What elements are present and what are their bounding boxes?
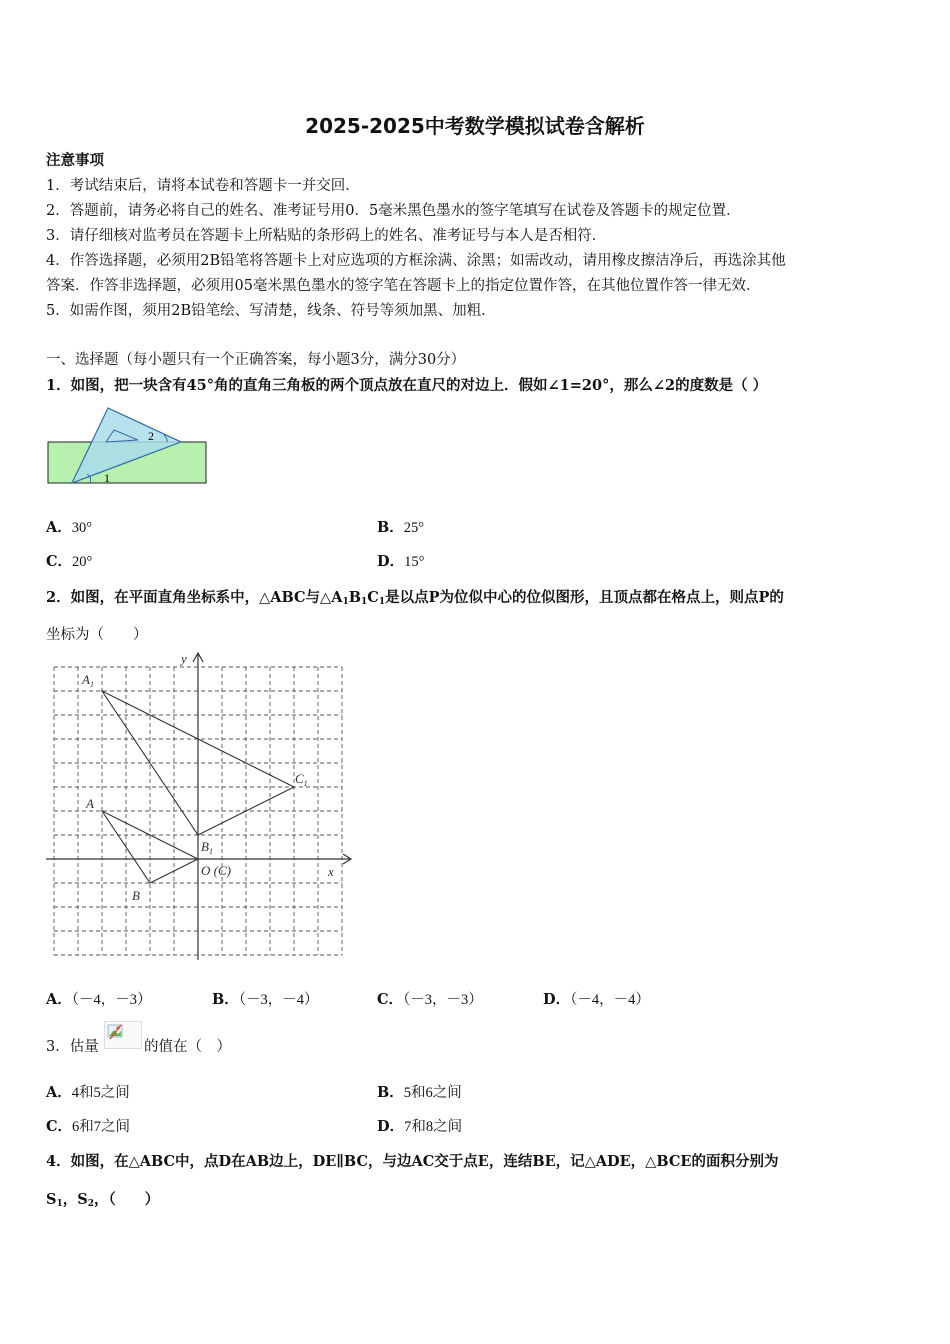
angle-1-label: 1 xyxy=(104,471,110,485)
y-axis-label: y xyxy=(181,651,187,666)
option-letter: C． xyxy=(46,1118,73,1135)
option-value: （－4，－4） xyxy=(570,992,650,1008)
notice-item: 答案．作答非选择题，必须用05毫米黑色墨水的签字笔在答题卡上的指定位置作答，在其他位置作答一律无效． xyxy=(46,278,761,294)
page-title: 2025-2025中考数学模拟试卷含解析 xyxy=(305,114,645,138)
question-4-cont: $S_1$，$S_2$，（ ） xyxy=(46,1191,160,1209)
option-letter: A． xyxy=(46,991,72,1008)
angle-2-label: 2 xyxy=(148,429,154,443)
q1-figure xyxy=(46,404,208,486)
option-value: 15° xyxy=(404,554,425,570)
q2-option-d[interactable] xyxy=(543,990,650,1010)
q1-option-d[interactable] xyxy=(377,552,424,572)
q3-option-a[interactable] xyxy=(46,1083,130,1103)
label-a1: $A_1$ xyxy=(82,672,94,689)
label-b: B xyxy=(132,888,140,903)
question-4: 4．如图，在△ABC中，点D在AB边上，DE∥BC，与边AC交于点E，连结BE，记△ADE，△BCE的面积分别为 xyxy=(46,1153,779,1170)
q2-option-b[interactable] xyxy=(212,990,319,1010)
label-o: O (C) xyxy=(201,863,231,878)
question-3-b: 的值在（ ） xyxy=(144,1039,231,1055)
section-heading: 一、选择题（每小题只有一个正确答案，每小题3分，满分30分） xyxy=(46,352,466,368)
question-3-a: 3．估量 xyxy=(46,1039,99,1055)
option-value: （－3，－3） xyxy=(403,992,483,1008)
option-letter: D． xyxy=(377,1118,405,1135)
option-letter: C． xyxy=(46,553,73,570)
option-letter: B． xyxy=(377,1084,404,1101)
option-value: 4和5之间 xyxy=(71,1085,130,1101)
q1-option-b[interactable] xyxy=(377,518,424,538)
option-value: 6和7之间 xyxy=(72,1119,131,1135)
question-2-cont: 坐标为（ ） xyxy=(46,627,148,643)
x-axis-label: x xyxy=(328,864,334,879)
q2-option-a[interactable] xyxy=(46,990,152,1010)
option-value: （－4，－3） xyxy=(71,992,152,1008)
notice-item: 1．考试结束后，请将本试卷和答题卡一并交回． xyxy=(46,178,360,194)
q1-option-c[interactable] xyxy=(46,552,92,572)
option-value: 25° xyxy=(403,520,425,536)
label-a: A xyxy=(86,796,94,811)
q1-option-a[interactable] xyxy=(46,518,92,538)
option-letter: C． xyxy=(377,991,404,1008)
notice-item: 2．答题前，请务必将自己的姓名、准考证号用0．5毫米黑色墨水的签字笔填写在试卷及答题卡的规定位置． xyxy=(46,203,741,219)
q3-option-d[interactable] xyxy=(377,1117,462,1137)
notice-item: 5．如需作图，须用2B铅笔绘、写清楚，线条、符号等须加黑、加粗． xyxy=(46,303,496,319)
label-c1: $C_1$ xyxy=(295,771,308,788)
option-letter: D． xyxy=(377,553,405,570)
option-letter: A． xyxy=(46,519,72,536)
question-1: 1．如图，把一块含有45°角的直角三角板的两个顶点放在直尺的对边上．假如∠1=20°，那么∠2的度数是（ ） xyxy=(46,377,768,394)
q3-option-b[interactable] xyxy=(377,1083,462,1103)
option-letter: A． xyxy=(46,1084,72,1101)
notice-item: 3．请仔细核对监考员在答题卡上所粘贴的条形码上的姓名、准考证号与本人是否相符． xyxy=(46,228,607,244)
question-2: 2．如图，在平面直角坐标系中，△ABC与$\triangle A_1B_1C_1$是以点P为位似中心的位似图形，且顶点都在格点上，则点P的 xyxy=(46,589,784,607)
option-letter: B． xyxy=(377,519,404,536)
option-letter: B． xyxy=(212,991,239,1008)
option-letter: D． xyxy=(543,991,571,1008)
q3-option-c[interactable] xyxy=(46,1117,130,1137)
broken-image-icon xyxy=(104,1021,142,1049)
notice-item: 4．作答选择题，必须用2B铅笔将答题卡上对应选项的方框涂满、涂黑；如需改动，请用橡皮擦洁净后，再选涂其他 xyxy=(46,253,786,269)
option-value: 30° xyxy=(71,520,93,536)
notice-heading: 注意事项 xyxy=(46,152,104,169)
option-value: 5和6之间 xyxy=(403,1085,462,1101)
option-value: 20° xyxy=(72,554,93,570)
q2-coordinate-grid xyxy=(44,650,356,960)
option-value: （－3，－4） xyxy=(238,992,319,1008)
option-value: 7和8之间 xyxy=(404,1119,463,1135)
q2-option-c[interactable] xyxy=(377,990,483,1010)
label-b1: $B_1$ xyxy=(201,839,213,856)
